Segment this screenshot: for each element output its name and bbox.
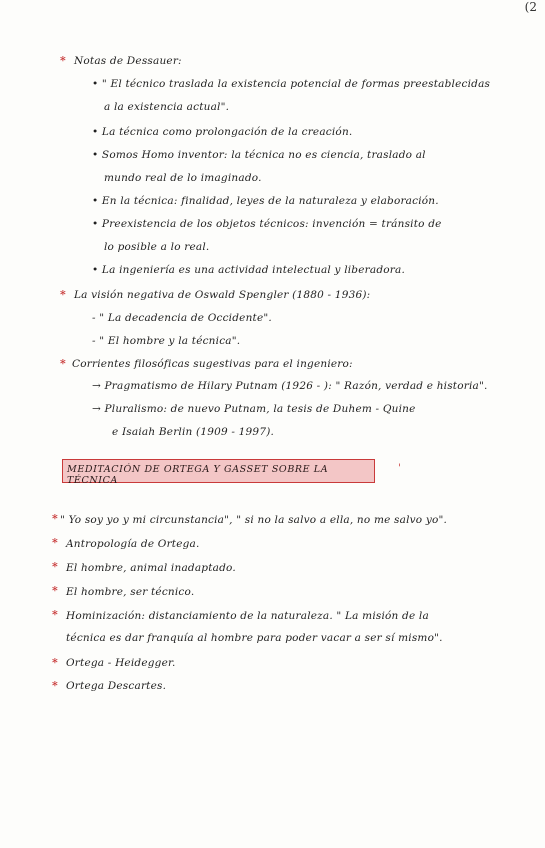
section-heading: MEDITACIÓN DE ORTEGA Y GASSET SOBRE LA TÉCNICA bbox=[67, 464, 329, 486]
currents-title: Corrientes filosóficas sugestivas para el ingeniero: bbox=[72, 358, 353, 370]
note-line: • Somos Homo inventor: la técnica no es ciencia, traslado al bbox=[92, 149, 426, 161]
note-line: • En la técnica: finalidad, leyes de la naturaleza y elaboración. bbox=[92, 195, 439, 207]
ortega-item: El hombre, animal inadaptado. bbox=[66, 562, 236, 574]
bullet-star-icon: * bbox=[60, 288, 66, 301]
currents-item: e Isaiah Berlin (1909 - 1997). bbox=[112, 426, 275, 438]
notes-title: Notas de Dessauer: bbox=[74, 55, 182, 67]
currents-item: → Pluralismo: de nuevo Putnam, la tesis de Duhem - Quine bbox=[92, 403, 416, 415]
bullet-star-icon: * bbox=[52, 679, 58, 692]
bullet-star-icon: * bbox=[52, 536, 58, 549]
bullet-star-icon: * bbox=[60, 54, 66, 67]
bullet-star-icon: * bbox=[60, 357, 66, 370]
ortega-item: " Yo soy yo y mi circunstancia", " si no la salvo a ella, no me salvo yo". bbox=[60, 514, 448, 526]
note-line: lo posible a lo real. bbox=[104, 241, 210, 253]
note-line: • " El técnico traslada la existencia potencial de formas preestablecidas bbox=[92, 78, 491, 90]
ortega-item: El hombre, ser técnico. bbox=[66, 586, 195, 598]
spengler-title: La visión negativa de Oswald Spengler (1880 - 1936): bbox=[74, 289, 371, 301]
bullet-star-icon: * bbox=[52, 656, 58, 669]
section-heading-box bbox=[62, 459, 375, 486]
bullet-star-icon: * bbox=[52, 584, 58, 597]
note-line: • La ingeniería es una actividad intelectual y liberadora. bbox=[92, 264, 405, 276]
ortega-item: Ortega Descartes. bbox=[66, 680, 167, 692]
ortega-item: técnica es dar franquía al hombre para poder vacar a ser sí mismo". bbox=[66, 632, 443, 644]
bullet-star-icon: * bbox=[52, 560, 58, 573]
currents-item: → Pragmatismo de Hilary Putnam (1926 - ): " Razón, verdad e historia". bbox=[92, 380, 488, 392]
ortega-item: Antropología de Ortega. bbox=[66, 538, 200, 550]
page-number: (2 bbox=[524, 0, 537, 14]
tick-mark-icon: ' bbox=[398, 463, 401, 474]
bullet-star-icon: * bbox=[52, 512, 58, 525]
spengler-item: - " El hombre y la técnica". bbox=[92, 335, 241, 347]
note-line: • Preexistencia de los objetos técnicos: invención = tránsito de bbox=[92, 218, 442, 230]
note-line: mundo real de lo imaginado. bbox=[104, 172, 262, 184]
note-line: • La técnica como prolongación de la creación. bbox=[92, 126, 353, 138]
bullet-star-icon: * bbox=[52, 608, 58, 621]
ortega-item: Hominización: distanciamiento de la naturaleza. " La misión de la bbox=[66, 610, 429, 622]
spengler-item: - " La decadencia de Occidente". bbox=[92, 312, 272, 324]
ortega-item: Ortega - Heidegger. bbox=[66, 657, 176, 669]
note-line: a la existencia actual". bbox=[104, 101, 230, 113]
